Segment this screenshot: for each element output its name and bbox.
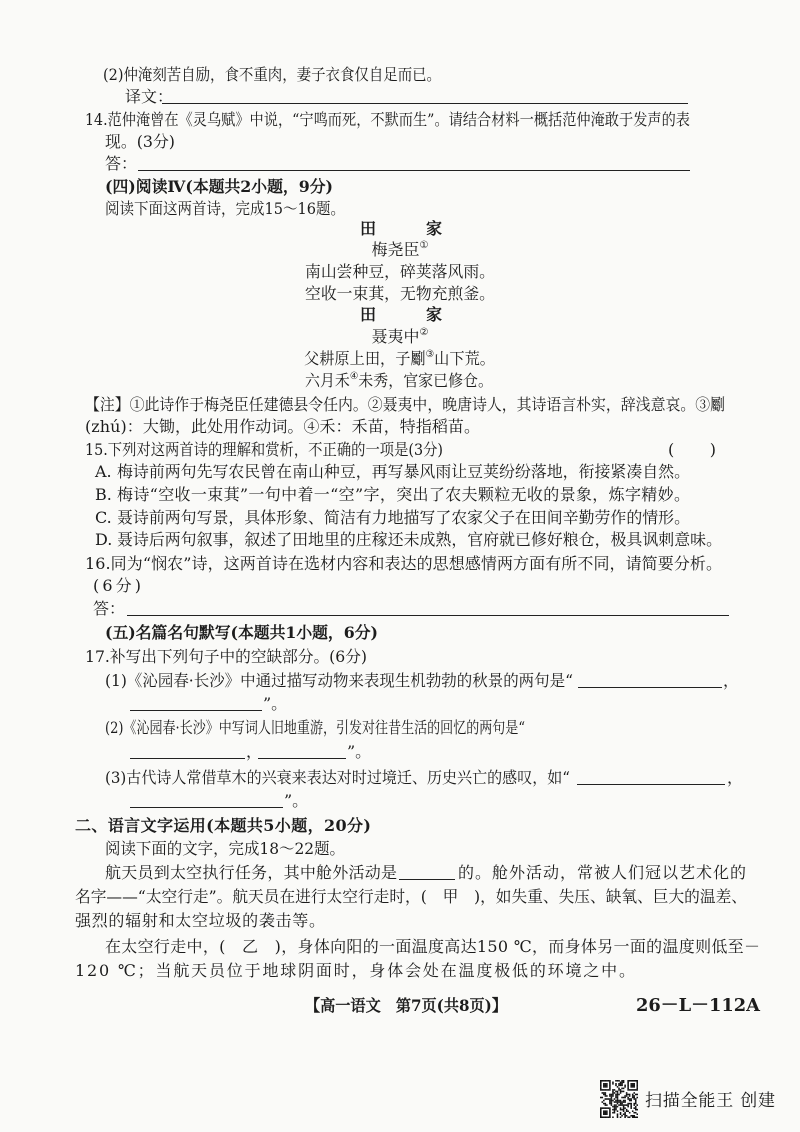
poem2-author-note: ② bbox=[419, 327, 429, 338]
passage-p2-line2: 120 ℃；当航天员位于地球阴面时，身体会处在温度极低的环境之中。 bbox=[75, 961, 637, 980]
poem2-line-2: 六月禾④未秀，官家已修仓。 bbox=[305, 371, 493, 390]
q15-option-d-text: 聂诗后两句叙事，叙述了田地里的庄稼还未成熟，官府就已修好粮仓，极具讽刺意味。 bbox=[117, 530, 722, 549]
poem1-author bbox=[300, 239, 500, 261]
poem1-author-note: ① bbox=[419, 240, 429, 251]
q17-3-separator: ， bbox=[727, 768, 744, 787]
note-marker: ③ bbox=[425, 349, 435, 360]
q17-2-blank-1 bbox=[130, 741, 245, 759]
q16-stem: 16.同为“悯农”诗，这两首诗在选材内容和表达的思想感情两方面有所不同，请简要分析。 bbox=[85, 554, 723, 573]
qr-code-icon bbox=[600, 1080, 638, 1118]
poem2-author-name: 聂夷中 bbox=[371, 327, 420, 346]
q17-3-close: ”。 bbox=[284, 791, 309, 810]
passage-blank bbox=[399, 862, 455, 880]
q16-answer-blank bbox=[127, 598, 729, 616]
q17-2-close: ”。 bbox=[347, 742, 372, 761]
q17-1-close: ”。 bbox=[263, 694, 288, 713]
poem2-author bbox=[300, 326, 500, 348]
q13-item2-text: (2)仲淹刻苦自励，食不重肉，妻子衣食仅自足而已。 bbox=[103, 65, 441, 84]
q17-1-separator: ， bbox=[723, 671, 740, 690]
translation-label: 译文： bbox=[125, 87, 174, 106]
footer-page-label: 【高一语文 第7页(共8页)】 bbox=[305, 996, 507, 1015]
q15-answer-bracket: ( ) bbox=[668, 440, 718, 459]
passage-p1-after-blank: 的。舱外活动，常被人们冠以艺术化的 bbox=[458, 863, 747, 882]
q15-option-a-text: 梅诗前两句先写农民曾在南山种豆，再写暴风雨让豆荚纷纷落地，衔接紧凑自然。 bbox=[117, 462, 690, 481]
poem2-line-1: 父耕原上田，子劚③山下荒。 bbox=[304, 349, 495, 368]
section4-heading: (四)阅读Ⅳ(本题共2小题，9分) bbox=[105, 177, 333, 196]
watermark-text: 扫描全能王 创建 bbox=[645, 1091, 776, 1111]
note-marker: ④ bbox=[349, 371, 359, 382]
poem2-title: 田家 bbox=[360, 305, 492, 324]
q16-points: (6分) bbox=[93, 576, 145, 595]
passage-p2-line1: 在太空行走中，( 乙 )，身体向阳的一面温度高达150 ℃，而身体另一面的温度则低至－ bbox=[105, 937, 761, 956]
note-line-1: 【注】①此诗作于梅尧臣任建德县令任内。②聂夷中，晚唐诗人，其诗语言朴实，辞浅意哀。③劚 bbox=[85, 395, 725, 414]
poem1-title: 田家 bbox=[360, 219, 492, 238]
passage-p1-line2: 名字——“太空行走”。航天员在进行太空行走时，( 甲 )，如失重、失压、缺氧、巨大的温差、 bbox=[75, 887, 747, 906]
part2-instruction: 阅读下面的文字，完成18～22题。 bbox=[105, 839, 345, 858]
q17-1-blank-2 bbox=[130, 693, 262, 711]
q14-answer-blank bbox=[138, 153, 690, 171]
q16-answer-label: 答： bbox=[93, 599, 126, 618]
q14-answer-label: 答： bbox=[105, 154, 138, 173]
q15-option-a-label: A. bbox=[95, 462, 112, 481]
passage-p1-before-blank: 航天员到太空执行任务，其中舱外活动是 bbox=[105, 863, 398, 882]
part2-heading: 二、语言文字运用(本题共5小题，20分) bbox=[75, 816, 372, 835]
q15-option-b-text: 梅诗“空收一束萁”一句中着一“空”字，突出了农夫颗粒无收的景象，炼字精妙。 bbox=[117, 485, 691, 504]
q17-1-prompt: (1)《沁园春·长沙》中通过描写动物来表现生机勃勃的秋景的两句是“ bbox=[105, 671, 573, 690]
q17-3-prompt: (3)古代诗人常借草木的兴衰来表达对时过境迁、历史兴亡的感叹，如“ bbox=[105, 768, 570, 787]
q17-3-blank-2 bbox=[130, 790, 283, 808]
q14-stem-line2: 现。(3分) bbox=[105, 132, 175, 151]
note-line-2: (zhú)：大锄，此处用作动词。④禾：禾苗，特指稻苗。 bbox=[85, 417, 481, 436]
poem1-line-1: 南山尝种豆，碎荚落风雨。 bbox=[305, 262, 495, 281]
q17-2-blank-2 bbox=[258, 741, 346, 759]
q17-1-blank-1 bbox=[578, 670, 722, 688]
section5-heading: (五)名篇名句默写(本题共1小题，6分) bbox=[105, 623, 378, 642]
q17-2-separator: ， bbox=[246, 742, 263, 761]
poem1-author-name: 梅尧臣 bbox=[371, 240, 420, 259]
q15-option-c-text: 聂诗前两句写景，具体形象、简洁有力地描写了农家父子在田间辛勤劳作的情形。 bbox=[117, 508, 690, 527]
passage-p1-line3: 强烈的辐射和太空垃圾的袭击等。 bbox=[75, 911, 326, 930]
poem1-line-2: 空收一束萁，无物充煎釜。 bbox=[305, 284, 495, 303]
section4-instruction: 阅读下面这两首诗，完成15～16题。 bbox=[105, 199, 345, 218]
q15-stem: 15.下列对这两首诗的理解和赏析，不正确的一项是(3分) bbox=[85, 440, 443, 459]
q14-stem-line1: 14.范仲淹曾在《灵乌赋》中说，“宁鸣而死，不默而生”。请结合材料一概括范仲淹敢于发声的表 bbox=[85, 110, 690, 129]
q17-stem: 17.补写出下列句子中的空缺部分。(6分) bbox=[85, 647, 367, 666]
translation-answer-blank bbox=[162, 86, 688, 104]
q17-3-blank-1 bbox=[577, 767, 725, 785]
footer-code: 26－L－112A bbox=[636, 995, 760, 1016]
q17-2-prompt: (2)《沁园春·长沙》中写词人旧地重游，引发对往昔生活的回忆的两句是“ bbox=[105, 718, 525, 737]
q15-option-b-label: B. bbox=[95, 485, 112, 504]
q15-option-c-label: C. bbox=[95, 508, 112, 527]
q15-option-d-label: D. bbox=[95, 530, 113, 549]
